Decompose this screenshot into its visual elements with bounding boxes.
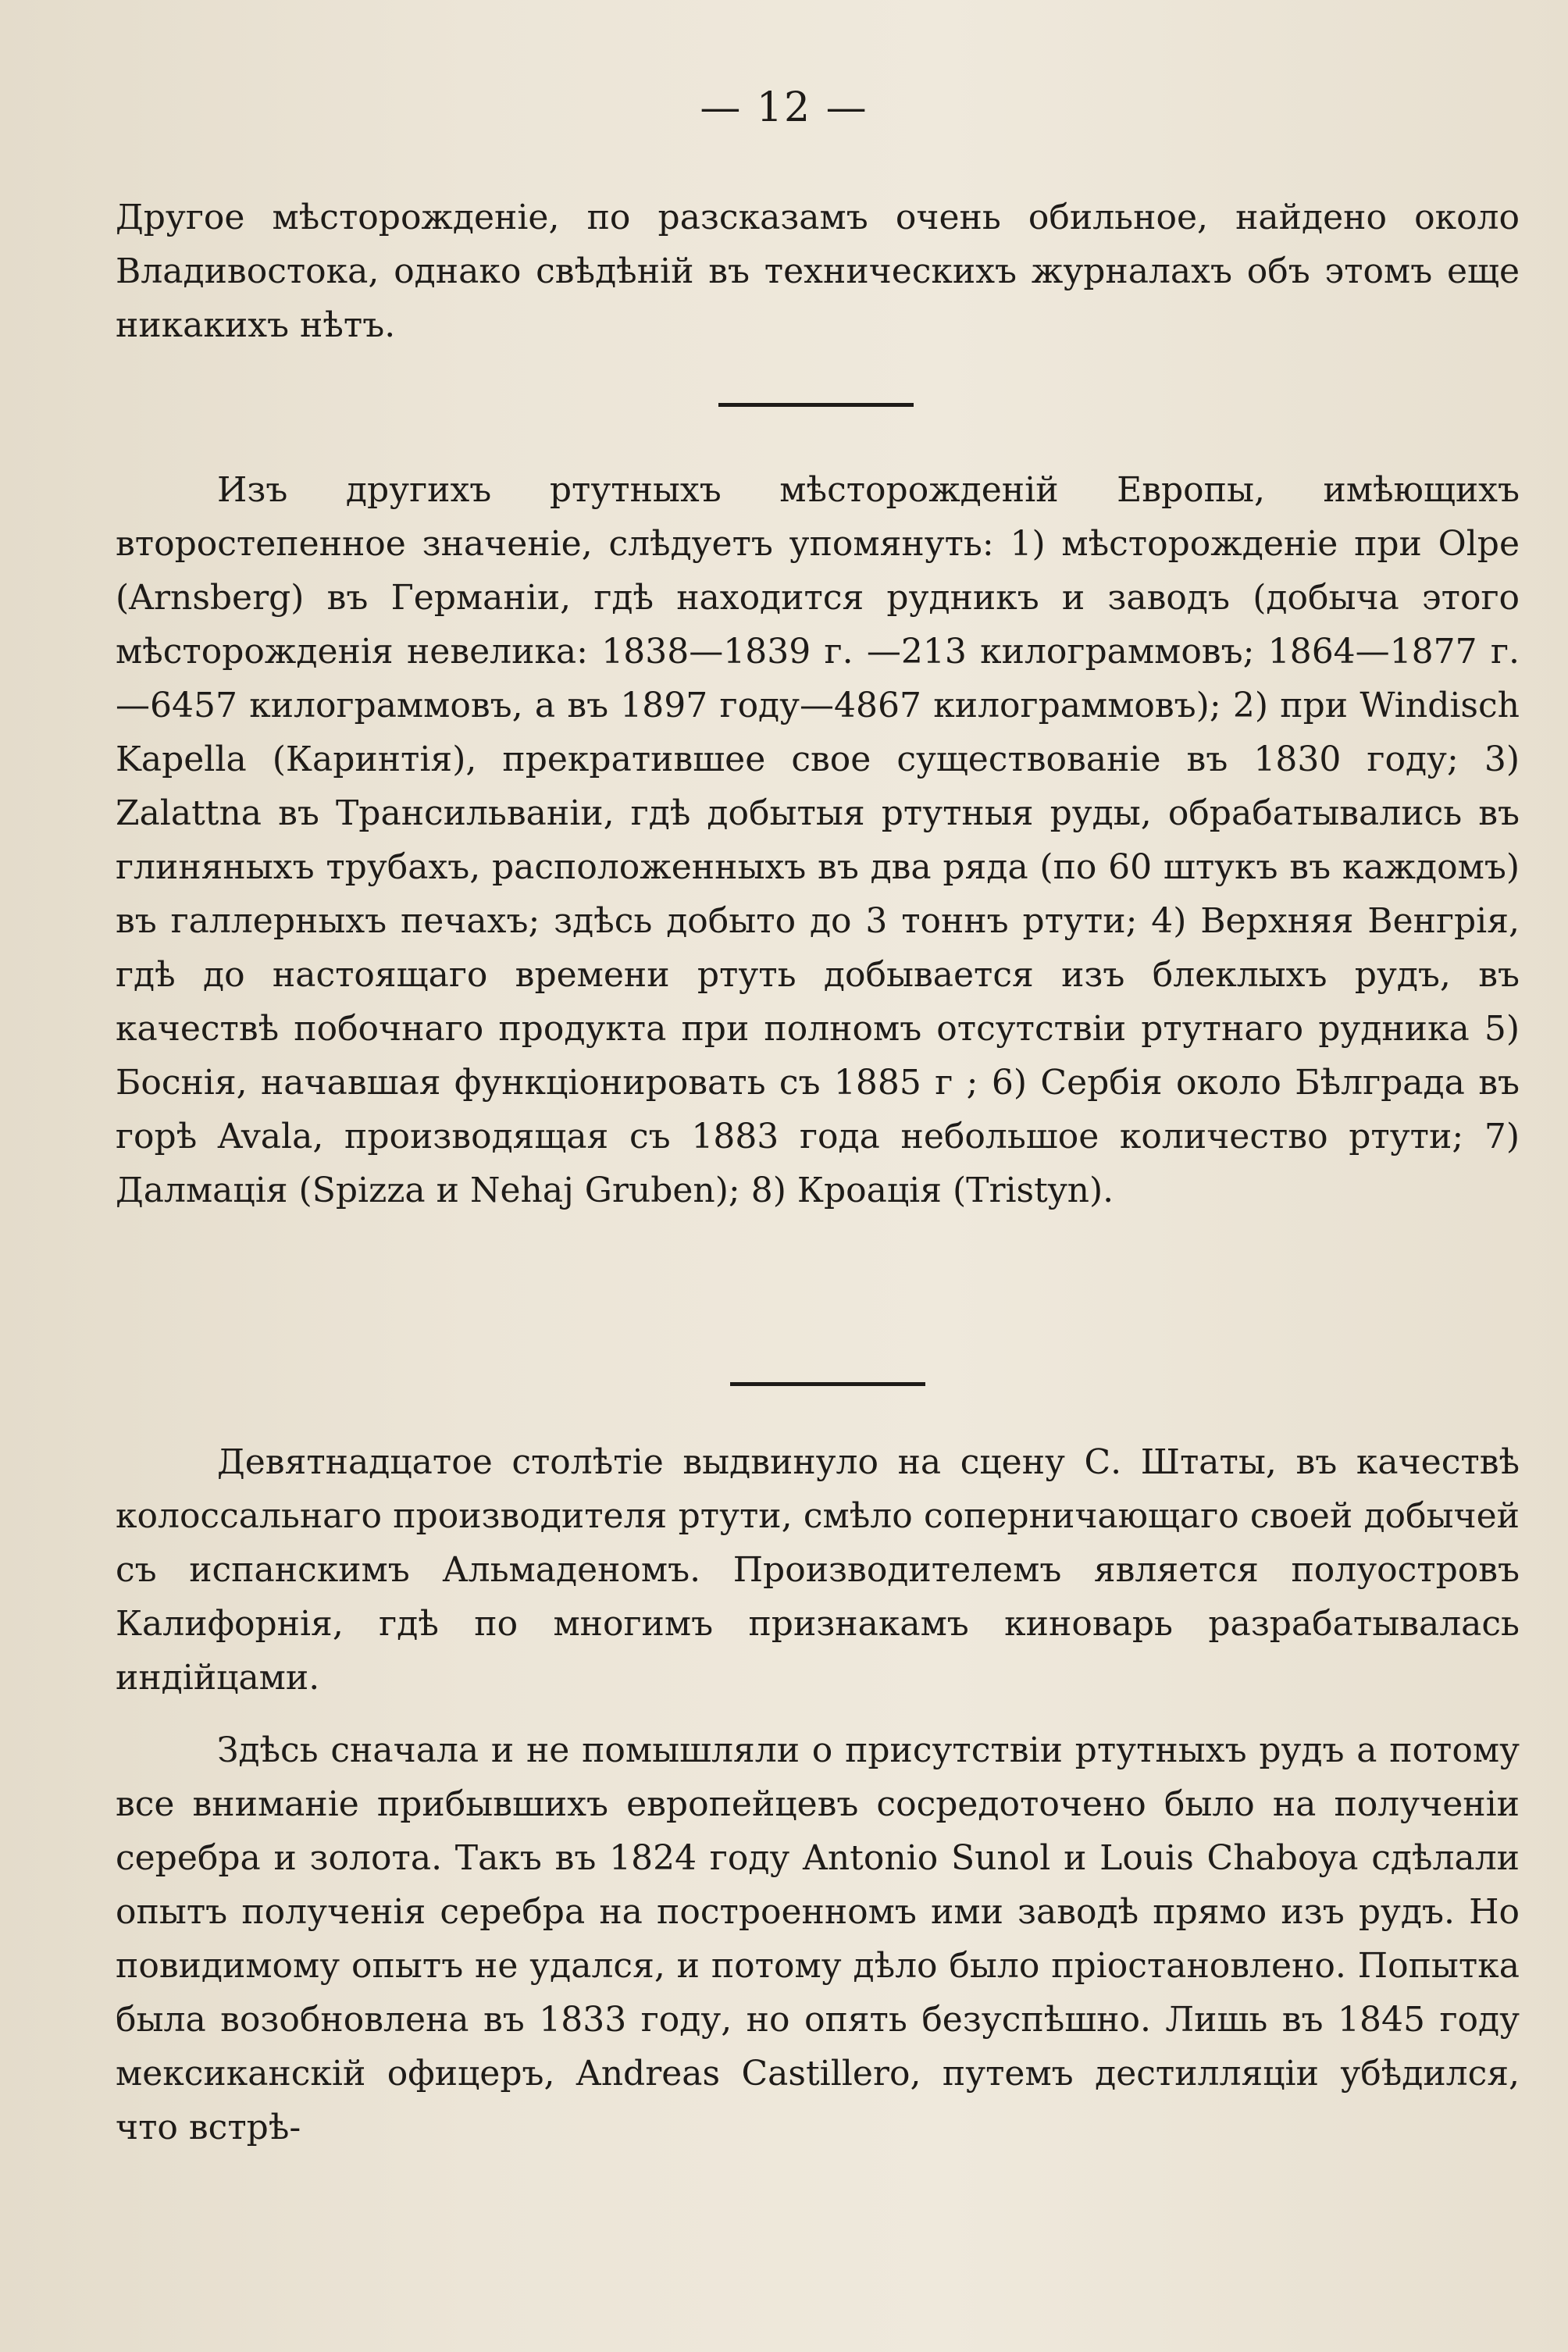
- paragraph-vladivostok-deposit: [116, 191, 1520, 352]
- section-divider: [718, 403, 914, 407]
- paragraph-united-states: [116, 1435, 1520, 1705]
- paragraph-text: Здѣсь сначала и не помышляли о присутствіи ртутныхъ рудъ а потому все вниманіе прибывшихъ европейцевъ сосредоточено было на полученіи серебра и золота. Такъ въ 1824 году Antonio Sunol и Louis Chaboya сдѣлали опытъ полученія серебра на построенномъ ими заводѣ прямо изъ рудъ. Но повидимому опытъ не удался, и потому дѣло было пріостановлено. Попытка была возобновлена въ 1833 году, но опять безуспѣшно. Лишь въ 1845 году мексиканскій офицеръ, Andreas Castillero, путемъ дестилляціи убѣдился, что встрѣ-: [116, 1730, 1520, 2147]
- paragraph-text: Изъ другихъ ртутныхъ мѣсторожденій Европы, имѣющихъ второстепенное значеніе, слѣдуетъ упомянуть: 1) мѣсторожденіе при Olpe (Arnsberg) въ Германіи, гдѣ находится рудникъ и заводъ (добыча этого мѣсторожденія невелика: 1838—1839 г. —213 килограммовъ; 1864—1877 г.—6457 килограммовъ, а въ 1897 году—4867 килограммовъ); 2) при Windisch Kapella (Каринтія), прекратившее свое существованіе въ 1830 году; 3) Zalattna въ Трансильваніи, гдѣ добытыя ртутныя руды, обрабатывались въ глиняныхъ трубахъ, расположенныхъ въ два ряда (по 60 штукъ въ каждомъ) въ галлерныхъ печахъ; здѣсь добыто до 3 тоннъ ртути; 4) Верхняя Венгрія, гдѣ до настоящаго времени ртуть добывается изъ блеклыхъ рудъ, въ качествѣ побочнаго продукта при полномъ отсутствіи ртутнаго рудника 5) Боснія, начавшая функціонировать съ 1885 г ; 6) Сербія около Бѣлграда въ горѣ Avala, производящая съ 1883 года небольшое количество ртути; 7) Далмація (Spizza и Nehaj Gruben); 8) Кроація (Tristyn).: [116, 470, 1520, 1210]
- section-divider: [730, 1382, 925, 1386]
- paragraph-european-deposits: [116, 463, 1520, 1217]
- paragraph-text: Другое мѣсторожденіе, по разсказамъ очень обильное, найдено около Владивостока, однако свѣдѣній въ техническихъ журналахъ объ этомъ еще никакихъ нѣтъ.: [116, 198, 1520, 345]
- paragraph-text: Девятнадцатое столѣтіе выдвинуло на сцену С. Штаты, въ качествѣ колоссальнаго производителя ртути, смѣло соперничающаго своей добычей съ испанскимъ Альмаденомъ. Производителемъ является полуостровъ Калифорнія, гдѣ по многимъ признакамъ киноварь разрабатывалась индійцами.: [116, 1442, 1520, 1698]
- paragraph-california-history: [116, 1723, 1520, 2154]
- page-number: — 12 —: [700, 84, 868, 131]
